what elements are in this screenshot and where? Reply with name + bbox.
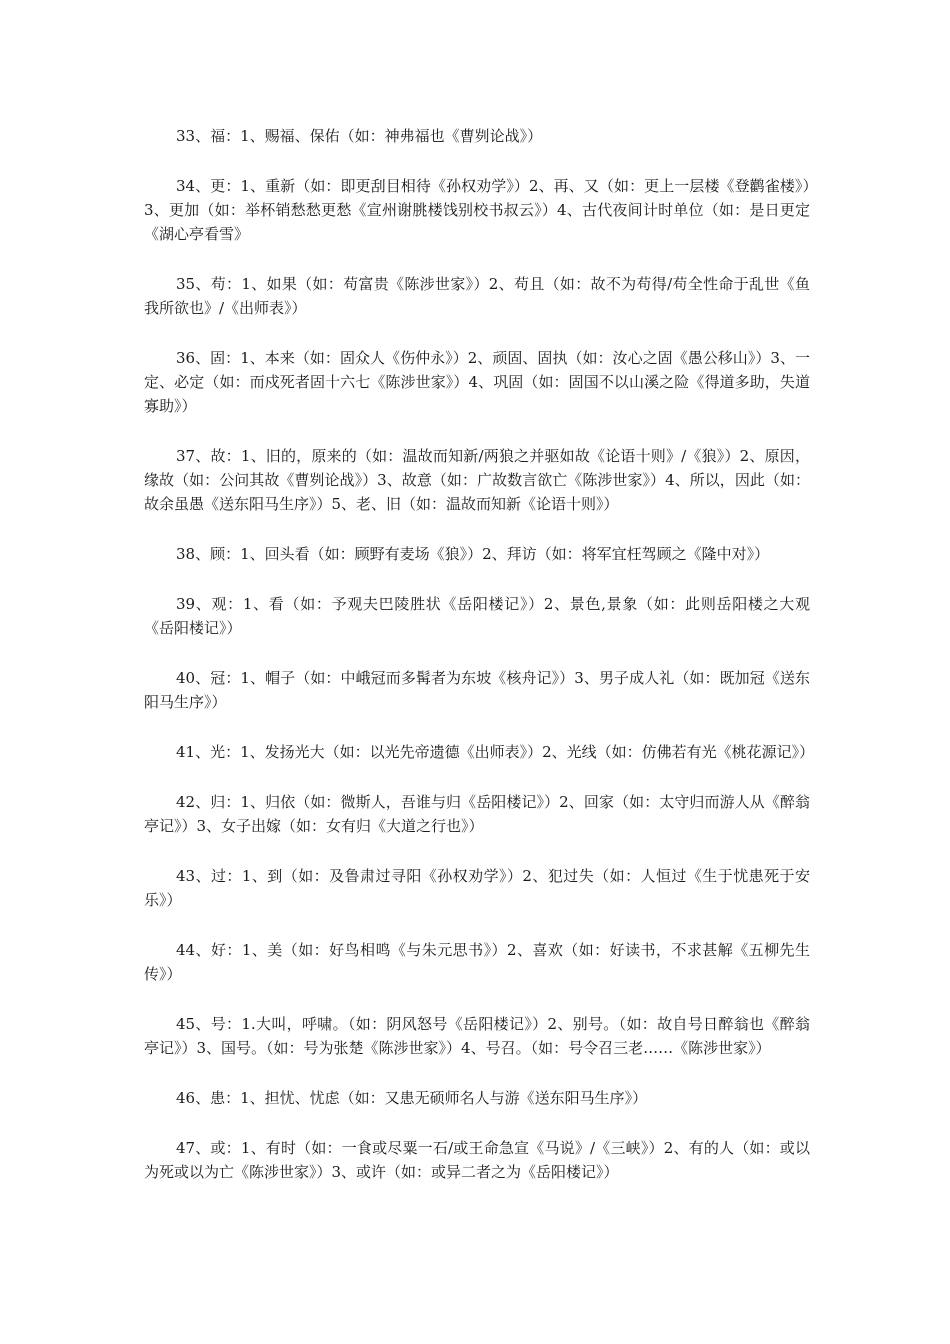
entry-40-guan: 40、冠：1、帽子（如：中峨冠而多髯者为东坡《核舟记》）3、男子成人礼（如：既加冠《送东阳马生序》） [144, 669, 810, 711]
entry-41-guang: 41、光：1、发扬光大（如：以光先帝遗德《出师表》）2、光线（如：仿佛若有光《桃花源记》） [176, 743, 815, 761]
entry-35-gou: 35、苟：1、如果（如：苟富贵《陈涉世家》）2、苟且（如：故不为苟得/苟全性命于乱世《鱼我所欲也》/《出师表》） [144, 275, 810, 317]
entry-33-fu: 33、福：1、赐福、保佑（如：神弗福也《曹刿论战》） [176, 127, 543, 145]
entry-46-huan: 46、患：1、担忧、忧虑（如：又患无硕师名人与游《送东阳马生序》） [176, 1089, 648, 1107]
entry-34-geng: 34、更：1、重新（如：即更刮目相待《孙权劝学》）2、再、又（如：更上一层楼《登鹳雀楼》）3、更加（如：举杯销愁愁更愁《宣州谢朓楼饯别校书叔云》）4、古代夜间计时单位（如：是日更定《湖心亭看雪》 [144, 177, 810, 243]
entry-44-hao: 44、好：1、美（如：好鸟相鸣《与朱元思书》）2、喜欢（如：好读书，不求甚解《五柳先生传》） [144, 941, 810, 983]
entry-45-hao: 45、号：1.大叫，呼啸。（如：阴风怒号《岳阳楼记》）2、别号。（如：故自号日醉翁也《醉翁亭记》）3、国号。（如：号为张楚《陈涉世家》）4、号召。（如：号令召三老……《陈涉世家》） [144, 1015, 810, 1057]
entry-43-guo: 43、过：1、到（如：及鲁肃过寻阳《孙权劝学》）2、犯过失（如：人恒过《生于忧患死于安乐》） [144, 867, 810, 909]
entry-39-guan: 39、观：1、看（如：予观夫巴陵胜状《岳阳楼记》）2、景色,景象（如：此则岳阳楼之大观《岳阳楼记》） [144, 595, 810, 637]
entry-37-gu: 37、故：1、旧的，原来的（如：温故而知新/两狼之并驱如故《论语十则》/《狼》）2、原因，缘故（如：公问其故《曹刿论战》）3、故意（如：广故数言欲亡《陈涉世家》）4、所以，因此（如：故余虽愚《送东阳马生序》）5、老、旧（如：温故而知新《论语十则》） [144, 447, 810, 513]
entry-47-huo: 47、或：1、有时（如：一食或尽粟一石/或王命急宣《马说》/《三峡》）2、有的人（如：或以为死或以为亡《陈涉世家》）3、或许（如：或异二者之为《岳阳楼记》） [144, 1139, 810, 1181]
entry-38-gu: 38、顾：1、回头看（如：顾野有麦场《狼》）2、拜访（如：将军宜枉驾顾之《隆中对》） [176, 545, 770, 563]
document-page [144, 124, 815, 1210]
entry-42-gui: 42、归：1、归依（如：微斯人，吾谁与归《岳阳楼记》）2、回家（如：太守归而游人从《醉翁亭记》）3、女子出嫁（如：女有归《大道之行也》） [144, 793, 810, 835]
entry-36-gu: 36、固：1、本来（如：固众人《伤仲永》）2、顽固、固执（如：汝心之固《愚公移山》）3、一定、必定（如：而戍死者固十六七《陈涉世家》）4、巩固（如：固国不以山溪之险《得道多助，失道寡助》） [144, 349, 810, 415]
